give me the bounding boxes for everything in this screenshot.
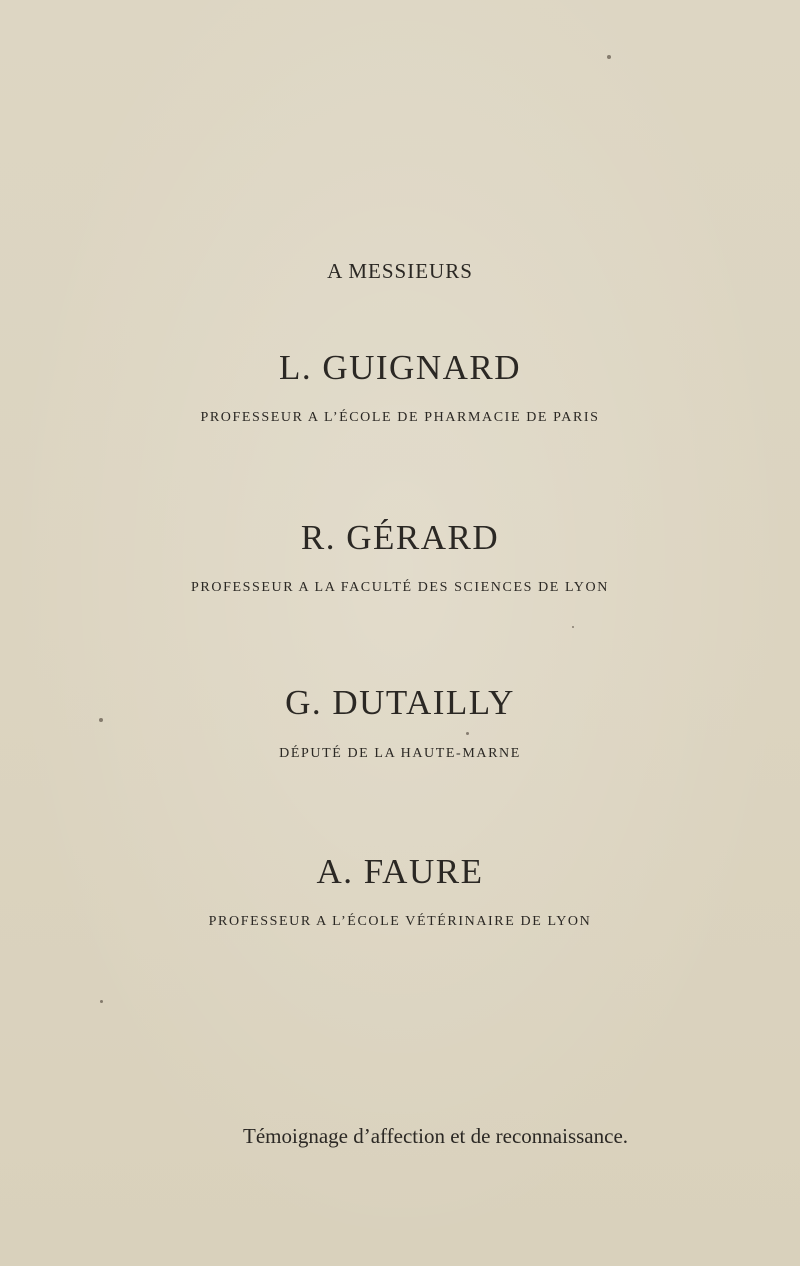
ink-speck: [607, 55, 611, 59]
dedication-heading: A MESSIEURS: [327, 259, 473, 283]
ink-speck: [466, 732, 469, 735]
person-title-gerard: PROFESSEUR A LA FACULTÉ DES SCIENCES DE LYON: [191, 580, 609, 595]
person-name-guignard: L. GUIGNARD: [278, 348, 522, 387]
ink-speck: [99, 718, 103, 722]
ink-speck: [572, 626, 574, 628]
person-name-gerard: R. GÉRARD: [300, 518, 500, 557]
person-title-faure: PROFESSEUR A L’ÉCOLE VÉTÉRINAIRE DE LYON: [208, 914, 592, 929]
person-title-dutailly: DÉPUTÉ DE LA HAUTE-MARNE: [279, 746, 521, 761]
person-name-faure: A. FAURE: [316, 852, 484, 891]
person-name-dutailly: G. DUTAILLY: [285, 683, 515, 722]
ink-speck: [100, 1000, 103, 1003]
closing-text: Témoignage d’affection et de reconnaissance.: [243, 1124, 629, 1148]
person-title-guignard: PROFESSEUR A L’ÉCOLE DE PHARMACIE DE PARIS: [200, 410, 600, 425]
